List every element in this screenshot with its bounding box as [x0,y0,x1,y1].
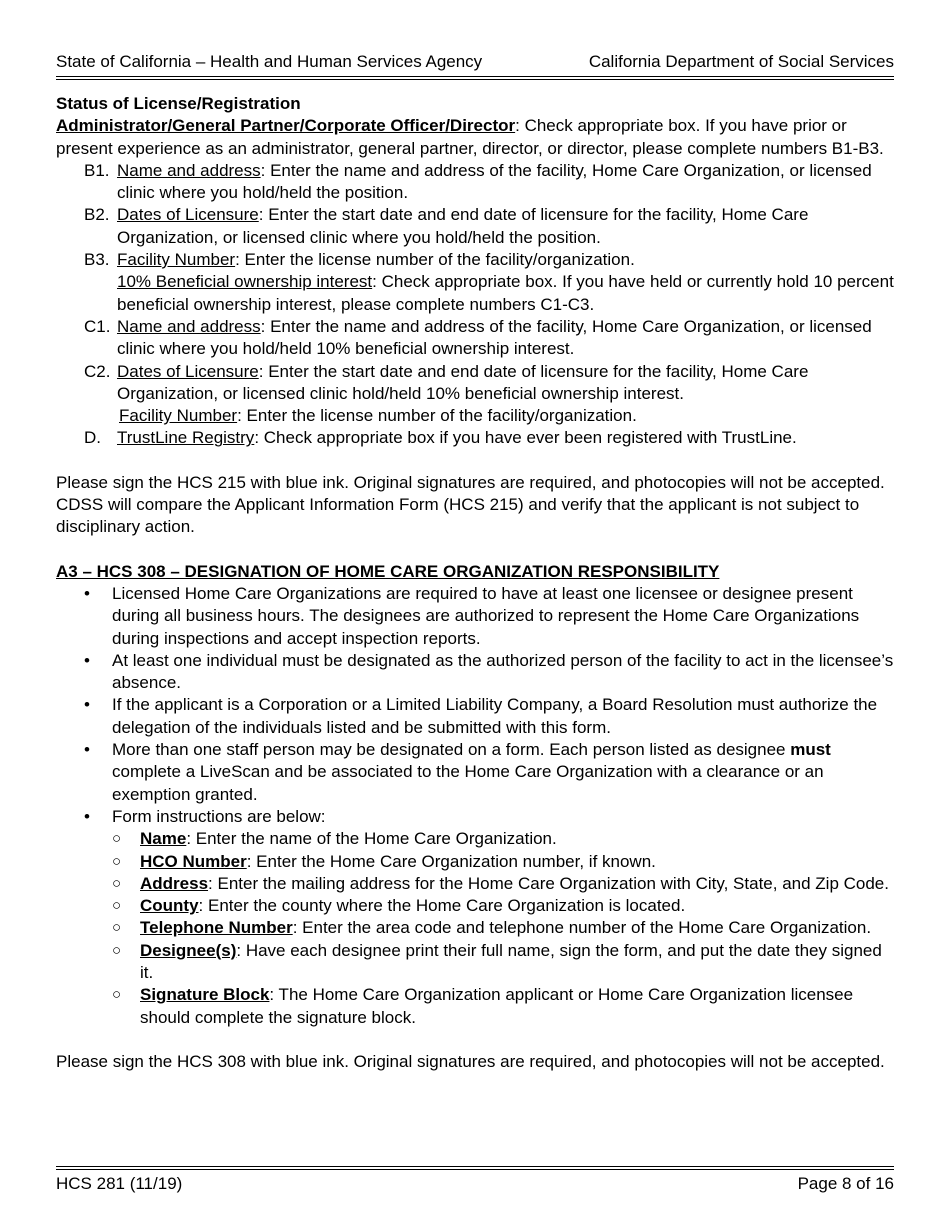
item-b3: B3. Facility Number: Enter the license number of the facility/organization. [84,250,635,270]
circle-bullet-icon: ○ [112,852,122,870]
bullet-icon: • [84,695,90,715]
item-b2: B2. Dates of Licensure: Enter the start date and end date of licensure for the facility, Home Care Organization, or licensed clinic where you hold/held the position. [84,205,809,247]
a3-bullet-4: • More than one staff person may be designated on a form. Each person listed as designee must complete a LiveScan and be associated to the Home Care Organization with a clearance or an exemption granted. [56,739,894,806]
header-rule-bottom [56,79,894,80]
instruction-name: ○ Name: Enter the name of the Home Care Organization. [56,828,894,850]
instruction-telephone: ○ Telephone Number: Enter the area code and telephone number of the Home Care Organization. [56,917,894,939]
sign-215-paragraph: Please sign the HCS 215 with blue ink. Original signatures are required, and photocopies will not be accepted. CDSS will compare the Applicant Information Form (HCS 215) and verify that the applicant is not subject to disciplinary action. [56,472,885,537]
footer-rule-bottom [56,1169,894,1170]
instruction-signature-block: ○ Signature Block: The Home Care Organization applicant or Home Care Organization licensee should complete the signature block. [56,984,894,1029]
item-b1: B1. Name and address: Enter the name and address of the facility, Home Care Organization, or licensed clinic where you hold/held the position. [84,160,872,203]
circle-bullet-icon: ○ [112,941,122,959]
a3-heading: A3 – HCS 308 – DESIGNATION OF HOME CARE ORGANIZATION RESPONSIBILITY [56,561,720,581]
a3-bullet-1: • Licensed Home Care Organizations are required to have at least one licensee or designee present during all business hours. The designees are authorized to represent the Home Care Organizations during inspections and accept inspection reports. [56,583,894,650]
admin-term: Administrator/General Partner/Corporate Officer/Director [56,116,516,136]
instruction-designees: ○ Designee(s): Have each designee print their full name, sign the form, and put the date they signed it. [56,940,894,985]
bullet-icon: • [84,740,90,760]
a3-bullet-5: • Form instructions are below: [56,806,894,828]
a3-bullet-2: • At least one individual must be designated as the authorized person of the facility to act in the licensee’s absence. [56,650,894,695]
a3-bullet-3: • If the applicant is a Corporation or a Limited Liability Company, a Board Resolution must authorize the delegation of the individuals listed and be submitted with this form. [56,694,894,739]
circle-bullet-icon: ○ [112,897,122,915]
instruction-address: ○ Address: Enter the mailing address for the Home Care Organization with City, State, and Zip Code. [56,873,894,895]
item-d: D. TrustLine Registry: Check appropriate box if you have ever been registered with TrustLine. [84,428,797,448]
bullet-icon: • [84,583,90,603]
circle-bullet-icon: ○ [112,986,122,1004]
bullet-icon: • [84,650,90,670]
instruction-hco-number: ○ HCO Number: Enter the Home Care Organization number, if known. [56,851,894,873]
page-footer [56,1173,894,1195]
instruction-county: ○ County: Enter the county where the Home Care Organization is located. [56,895,894,917]
beneficial-ownership-item: 10% Beneficial ownership interest: Check appropriate box. If you have held or currently hold 10 percent beneficial ownership interest, please complete numbers C1-C3. [117,272,894,314]
circle-bullet-icon: ○ [112,919,122,937]
page-content [56,93,894,1073]
form-number: HCS 281 (11/19) [56,1174,183,1193]
bullet-icon: • [84,806,90,826]
admin-paragraph: Administrator/General Partner/Corporate Officer/Director: Check appropriate box. If you have prior or present experience as an administrator, general partner, director, or director, please complete numbers B1-B3. [56,116,884,158]
circle-bullet-icon: ○ [112,830,122,848]
status-heading: Status of License/Registration [56,94,301,113]
header-rule-top [56,76,894,77]
sign-308-paragraph: Please sign the HCS 308 with blue ink. Original signatures are required, and photocopies will not be accepted. [56,1051,885,1071]
header-agency: State of California – Health and Human Services Agency [56,52,483,71]
footer-rule-top [56,1166,894,1167]
page-number: Page 8 of 16 [797,1174,894,1193]
circle-bullet-icon: ○ [112,874,122,892]
header-department: California Department of Social Services [588,52,894,71]
page-header [56,51,894,73]
facility-number-item: Facility Number: Enter the license number of the facility/organization. [119,406,637,426]
item-c2: C2. Dates of Licensure: Enter the start date and end date of licensure for the facility, Home Care Organization, or licensed clinic hold/held 10% beneficial ownership interest. [84,361,809,403]
item-c1: C1. Name and address: Enter the name and address of the facility, Home Care Organization, or licensed clinic where you hold/held 10% beneficial ownership interest. [84,316,872,359]
